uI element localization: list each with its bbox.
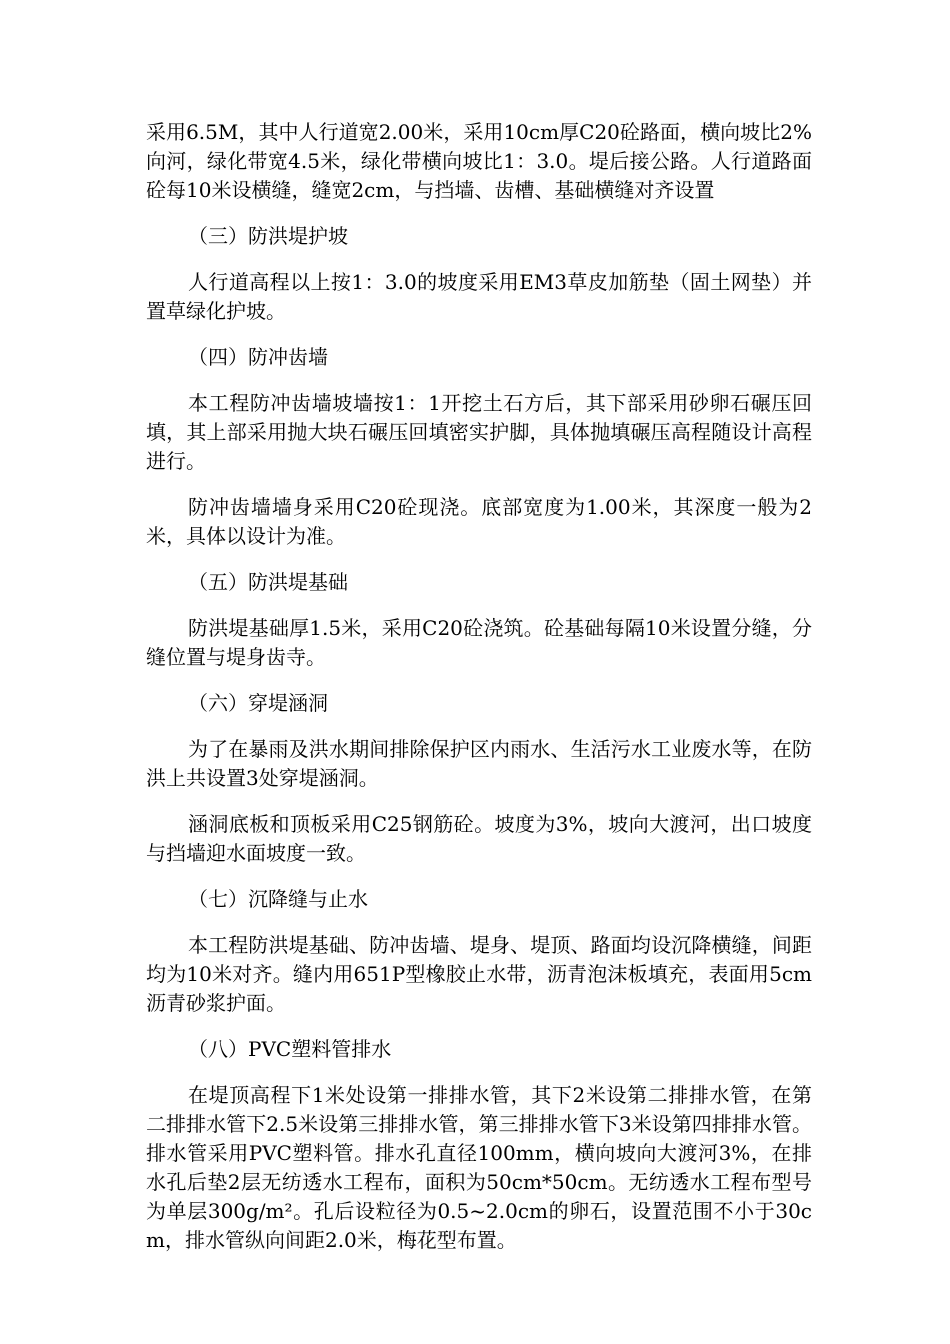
heading-pvc-drainage: （八）PVC塑料管排水 (188, 1037, 392, 1061)
heading-foundation: （五）防洪堤基础 (188, 570, 348, 594)
paragraph-culvert-purpose: 为了在暴雨及洪水期间排除保护区内雨水、生活污水工业废水等，在防洪上共设置3处穿堤涵洞。 (146, 737, 812, 790)
paragraph-scour-wall-backfill: 本工程防冲齿墙坡墙按1：1开挖土石方后，其下部采用砂卵石碾压回填，其上部采用抛大块石碾压回填密实护脚，具体抛填碾压高程随设计高程进行。 (146, 391, 812, 473)
paragraph-foundation: 防洪堤基础厚1.5米，采用C20砼浇筑。砼基础每隔10米设置分缝，分缝位置与堤身齿寺。 (146, 616, 812, 669)
heading-slope-protection: （三）防洪堤护坡 (188, 224, 348, 248)
paragraph-slope-protection: 人行道高程以上按1：3.0的坡度采用EM3草皮加筋垫（固土网垫）并置草绿化护坡。 (146, 270, 812, 323)
paragraph-settlement-joints: 本工程防洪堤基础、防冲齿墙、堤身、堤顶、路面均设沉降横缝，间距均为10米对齐。缝内用651P型橡胶止水带，沥青泡沫板填充，表面用5cm沥青砂浆护面。 (146, 933, 812, 1015)
paragraph-pvc-drainage: 在堤顶高程下1米处设第一排排水管，其下2米设第二排排水管，在第二排排水管下2.5米设第三排排水管，第三排排水管下3米设第四排排水管。排水管采用PVC塑料管。排水孔直径100mm，横向坡向大渡河3%，在排水孔后垫2层无纺透水工程布，面积为50cm*50cm。无纺透水工程布型号为单层300g/m²。孔后设粒径为0.5~2.0cm的卵石，设置范围不小于30cm，排水管纵向间距2.0米，梅花型布置。 (146, 1083, 812, 1252)
heading-settlement-joints: （七）沉降缝与止水 (188, 887, 368, 911)
heading-culvert: （六）穿堤涵洞 (188, 691, 328, 715)
paragraph-culvert-slabs: 涵洞底板和顶板采用C25钢筋砼。坡度为3%，坡向大渡河，出口坡度与挡墙迎水面坡度一致。 (146, 812, 812, 865)
paragraph-scour-wall-body: 防冲齿墙墙身采用C20砼现浇。底部宽度为1.00米，其深度一般为2米，具体以设计为准。 (146, 495, 812, 548)
paragraph-road-surface: 采用6.5M，其中人行道宽2.00米，采用10cm厚C20砼路面，横向坡比2%向河，绿化带宽4.5米，绿化带横向坡比1：3.0。堤后接公路。人行道路面砼每10米设横缝，缝宽2cm，与挡墙、齿槽、基础横缝对齐设置 (146, 120, 812, 202)
document-page (146, 118, 812, 1272)
heading-scour-wall: （四）防冲齿墙 (188, 345, 328, 369)
